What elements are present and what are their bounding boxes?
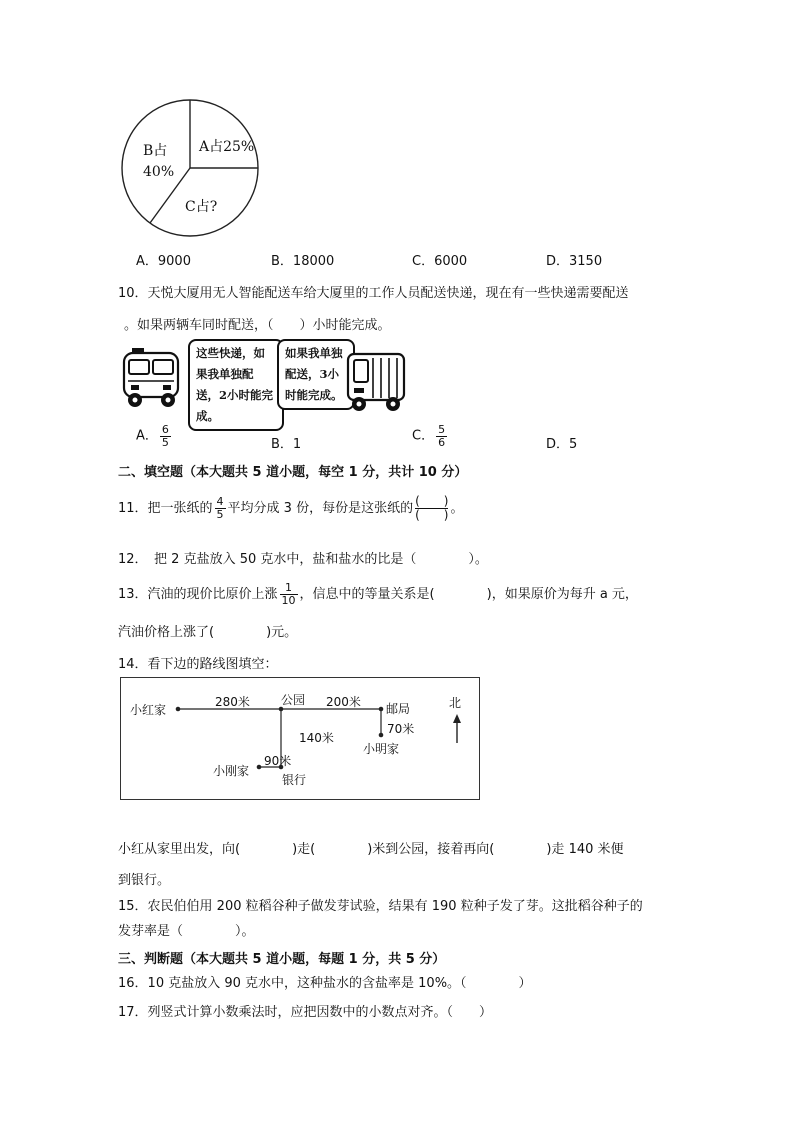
map-label-280m: 280米 bbox=[215, 695, 250, 709]
route-map bbox=[120, 677, 480, 800]
speech-bubble-left: 这些快递，如果我单独配送，2小时能完成。 bbox=[188, 339, 284, 431]
map-label-140m: 140米 bbox=[299, 731, 334, 745]
pie-label-b-line1: B占 bbox=[143, 143, 168, 159]
q10-text-line2: 。如果两辆车同时配送，（ ）小时能完成。 bbox=[124, 318, 391, 333]
map-label-xiaohong-home: 小红家 bbox=[130, 703, 167, 717]
q10-option-b[interactable]: B．1 bbox=[271, 437, 302, 452]
map-label-200m: 200米 bbox=[326, 695, 361, 709]
q10-option-c[interactable]: C． $\frac{5}{6}$ bbox=[412, 423, 446, 449]
map-label-xiaogang-home: 小刚家 bbox=[213, 764, 250, 778]
pie-label-b-line2: 40% bbox=[143, 164, 175, 180]
q11-text: 11．把一张纸的 $\frac{4}{5}$ 平均分成 3 份，每份是这张纸的 $\frac{( )}{( )}$ 。 bbox=[118, 493, 464, 522]
pie-chart bbox=[118, 96, 262, 240]
map-label-bank: 银行 bbox=[282, 773, 307, 787]
q10-text-line1: 10．天悦大厦用无人智能配送车给大厦里的工作人员配送快递，现在有一些快递需要配送 bbox=[118, 286, 629, 301]
q9-option-d[interactable]: D．3150 bbox=[546, 254, 603, 269]
q11-fraction: $\frac{4}{5}$ bbox=[216, 495, 224, 521]
q10-option-a[interactable]: A． $\frac{6}{5}$ bbox=[136, 423, 169, 449]
q15-text-line1: 15．农民伯伯用 200 粒稻谷种子做发芽试验，结果有 190 粒种子发了芽。这批稻谷种子的 bbox=[118, 899, 643, 914]
delivery-robot-right-icon bbox=[345, 350, 407, 414]
q9-option-c[interactable]: C．6000 bbox=[412, 254, 468, 269]
map-label-90m: 90米 bbox=[264, 754, 292, 768]
q13-fraction: $\frac{1}{10}$ bbox=[281, 581, 296, 607]
q14-text-line2: 到银行。 bbox=[118, 873, 171, 888]
q10-option-a-fraction: $\frac{6}{5}$ bbox=[161, 423, 169, 449]
q15-text-line2: 发芽率是（ ）。 bbox=[118, 924, 255, 939]
pie-label-c: C占? bbox=[185, 199, 218, 215]
map-label-park: 公园 bbox=[281, 693, 306, 707]
map-label-north: 北 bbox=[449, 696, 462, 710]
q10-option-c-fraction: $\frac{5}{6}$ bbox=[438, 423, 446, 449]
speech-bubble-right: 如果我单独配送，3小时能完成。 bbox=[277, 339, 355, 410]
q16-text: 16．10 克盐放入 90 克水中，这种盐水的含盐率是 10%。（ ） bbox=[118, 976, 532, 991]
q13-text-line2: 汽油价格上涨了( )元。 bbox=[118, 625, 298, 640]
q12-text: 12． 把 2 克盐放入 50 克水中，盐和盐水的比是（ ）。 bbox=[118, 552, 488, 567]
q14-title: 14．看下边的路线图填空： bbox=[118, 657, 278, 672]
q9-option-a[interactable]: A．9000 bbox=[136, 254, 191, 269]
map-label-post-office: 邮局 bbox=[386, 702, 411, 716]
q11-answer-blank[interactable]: $\frac{( )}{( )}$ bbox=[415, 493, 449, 522]
q13-text-line1: 13．汽油的现价比原价上涨 $\frac{1}{10}$ ，信息中的等量关系是( )，如果原价为每升 a 元， bbox=[118, 581, 638, 607]
delivery-robot-left-icon bbox=[118, 345, 186, 411]
pie-label-a: A占25% bbox=[199, 139, 255, 155]
map-label-xiaoming-home: 小明家 bbox=[363, 742, 400, 756]
q14-text-line1: 小红从家里出发，向( )走( )米到公园，接着再向( )走 140 米便 bbox=[118, 842, 624, 857]
map-label-70m: 70米 bbox=[387, 722, 415, 736]
q9-option-b[interactable]: B．18000 bbox=[271, 254, 335, 269]
q10-option-d[interactable]: D．5 bbox=[546, 437, 578, 452]
section2-title: 二、填空题（本大题共 5 道小题，每空 1 分，共计 10 分） bbox=[118, 465, 468, 480]
section3-title: 三、判断题（本大题共 5 道小题，每题 1 分，共 5 分） bbox=[118, 952, 446, 967]
q17-text: 17．列竖式计算小数乘法时，应把因数中的小数点对齐。（ ） bbox=[118, 1005, 493, 1020]
